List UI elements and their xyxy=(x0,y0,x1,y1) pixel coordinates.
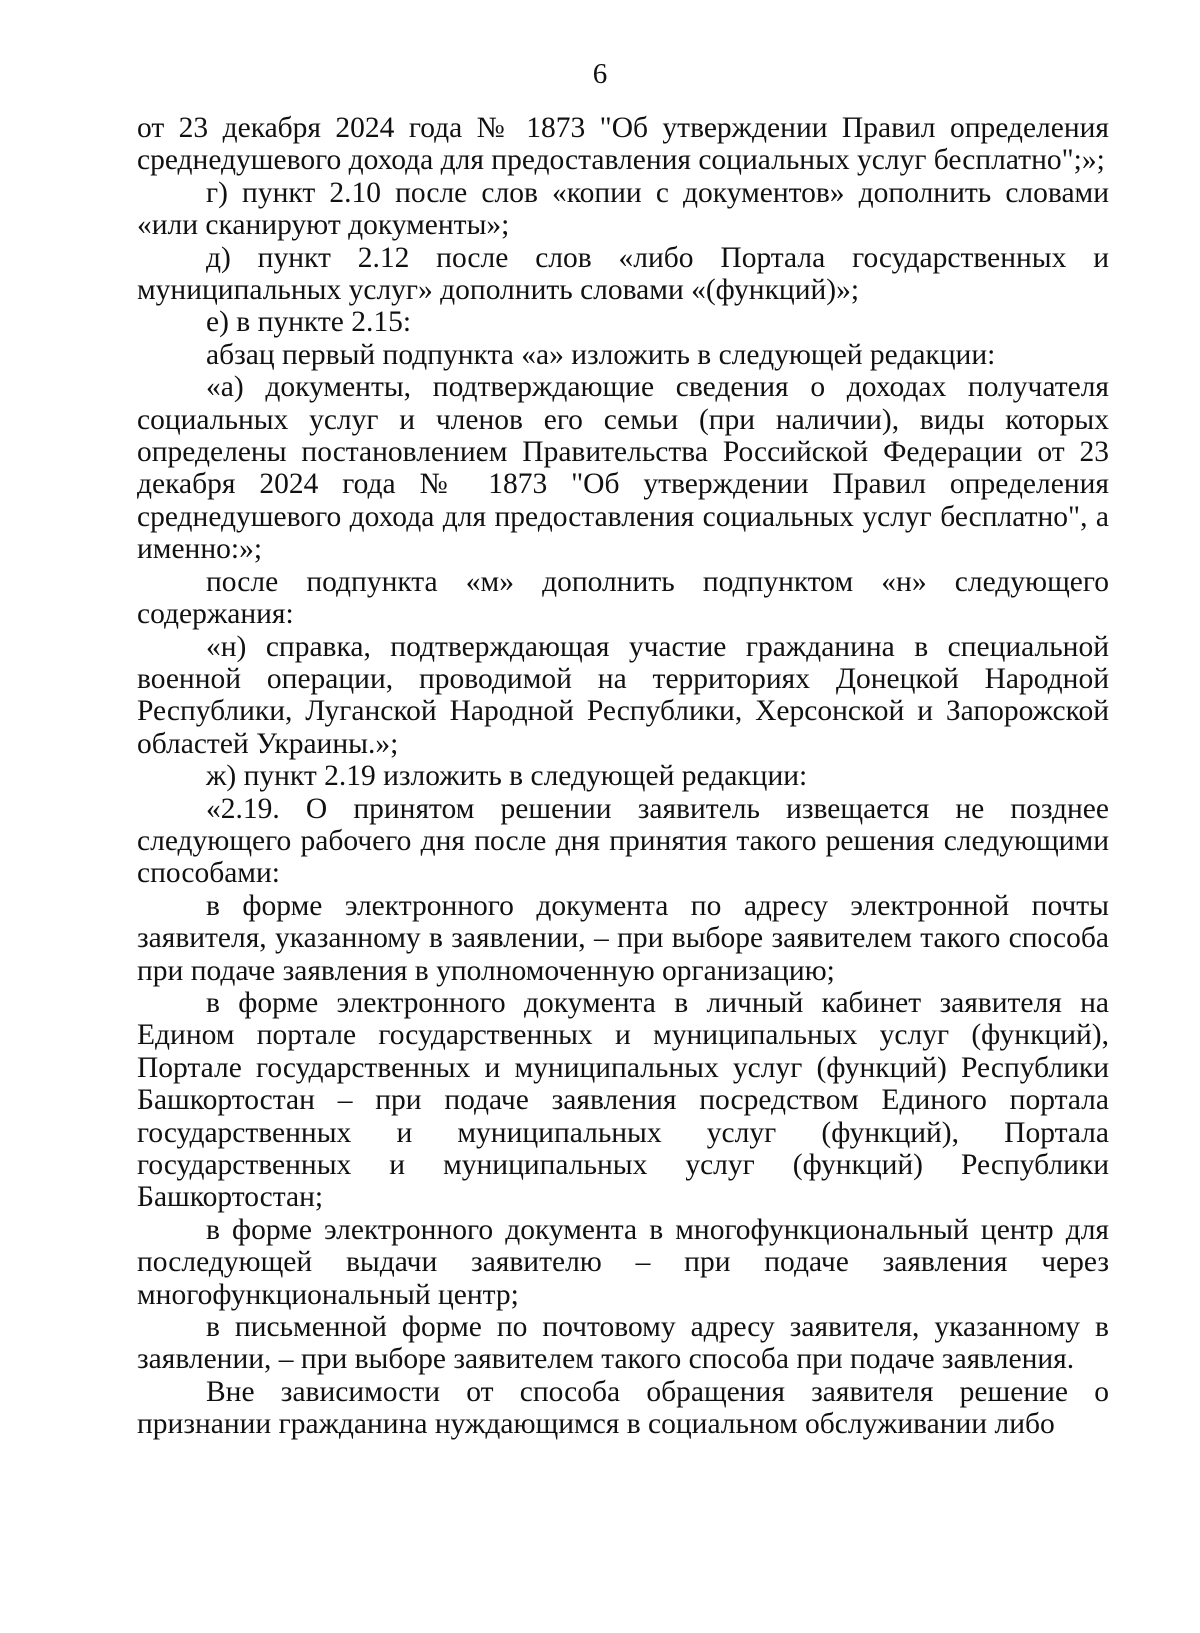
paragraph: в форме электронного документа в многофункциональный центр для последующей выдачи заявителю – при подаче заявления через многофункциональный центр; xyxy=(137,1213,1109,1311)
paragraph: д) пункт 2.12 после слов «либо Портала государственных и муниципальных услуг» дополнить словами «(функций)»; xyxy=(137,241,1109,307)
paragraph: абзац первый подпункта «а» изложить в следующей редакции: xyxy=(206,338,996,371)
paragraph: в форме электронного документа в личный кабинет заявителя на Едином портале государственных и муниципальных услуг (функций), Портале государственных и муниципальных услуг (функций) Республики Башкортостан – при подаче заявления посредством Единого портала государственных и муниципальных услуг (функций), Портала государственных и муниципальных услуг (функций) Республики Башкортостан; xyxy=(137,986,1109,1214)
paragraph: после подпункта «м» дополнить подпунктом «н» следующего содержания: xyxy=(137,565,1109,631)
paragraph: в форме электронного документа по адресу электронной почты заявителя, указанному в заявлении, – при выборе заявителем такого способа при подаче заявления в уполномоченную организацию; xyxy=(137,889,1109,987)
paragraph: е) в пункте 2.15: xyxy=(206,306,412,339)
paragraph: «а) документы, подтверждающие сведения о доходах получателя социальных услуг и членов его семьи (при наличии), виды которых определены постановлением Правительства Российской Федерации от 23 декабря 2024 года № 1873 "Об утверждении Правил определения среднедушевого дохода для предоставления социальных услуг бесплатно", а именно:»; xyxy=(137,371,1109,566)
paragraph: от 23 декабря 2024 года № 1873 "Об утверждении Правил определения среднедушевого дохода для предоставления социальных услуг бесплатно";»; xyxy=(137,112,1109,177)
paragraph: «н) справка, подтверждающая участие гражданина в специальной военной операции, проводимой на территориях Донецкой Народной Республики, Луганской Народной Республики, Херсонской и Запорожской областей Украины.»; xyxy=(137,630,1109,760)
paragraph: г) пункт 2.10 после слов «копии с документов» дополнить словами «или сканируют документы»; xyxy=(137,176,1109,242)
page-number: 6 xyxy=(592,58,608,90)
paragraph: в письменной форме по почтовому адресу заявителя, указанному в заявлении, – при выборе заявителем такого способа при подаче заявления. xyxy=(137,1311,1109,1376)
paragraph: Вне зависимости от способа обращения заявителя решение о признании гражданина нуждающимся в социальном обслуживании либо xyxy=(137,1375,1109,1441)
paragraph: ж) пункт 2.19 изложить в следующей редакции: xyxy=(206,760,808,793)
document-body xyxy=(137,112,1109,1441)
paragraph: «2.19. О принятом решении заявитель извещается не позднее следующего рабочего дня после дня принятия такого решения следующими способами: xyxy=(137,792,1109,890)
